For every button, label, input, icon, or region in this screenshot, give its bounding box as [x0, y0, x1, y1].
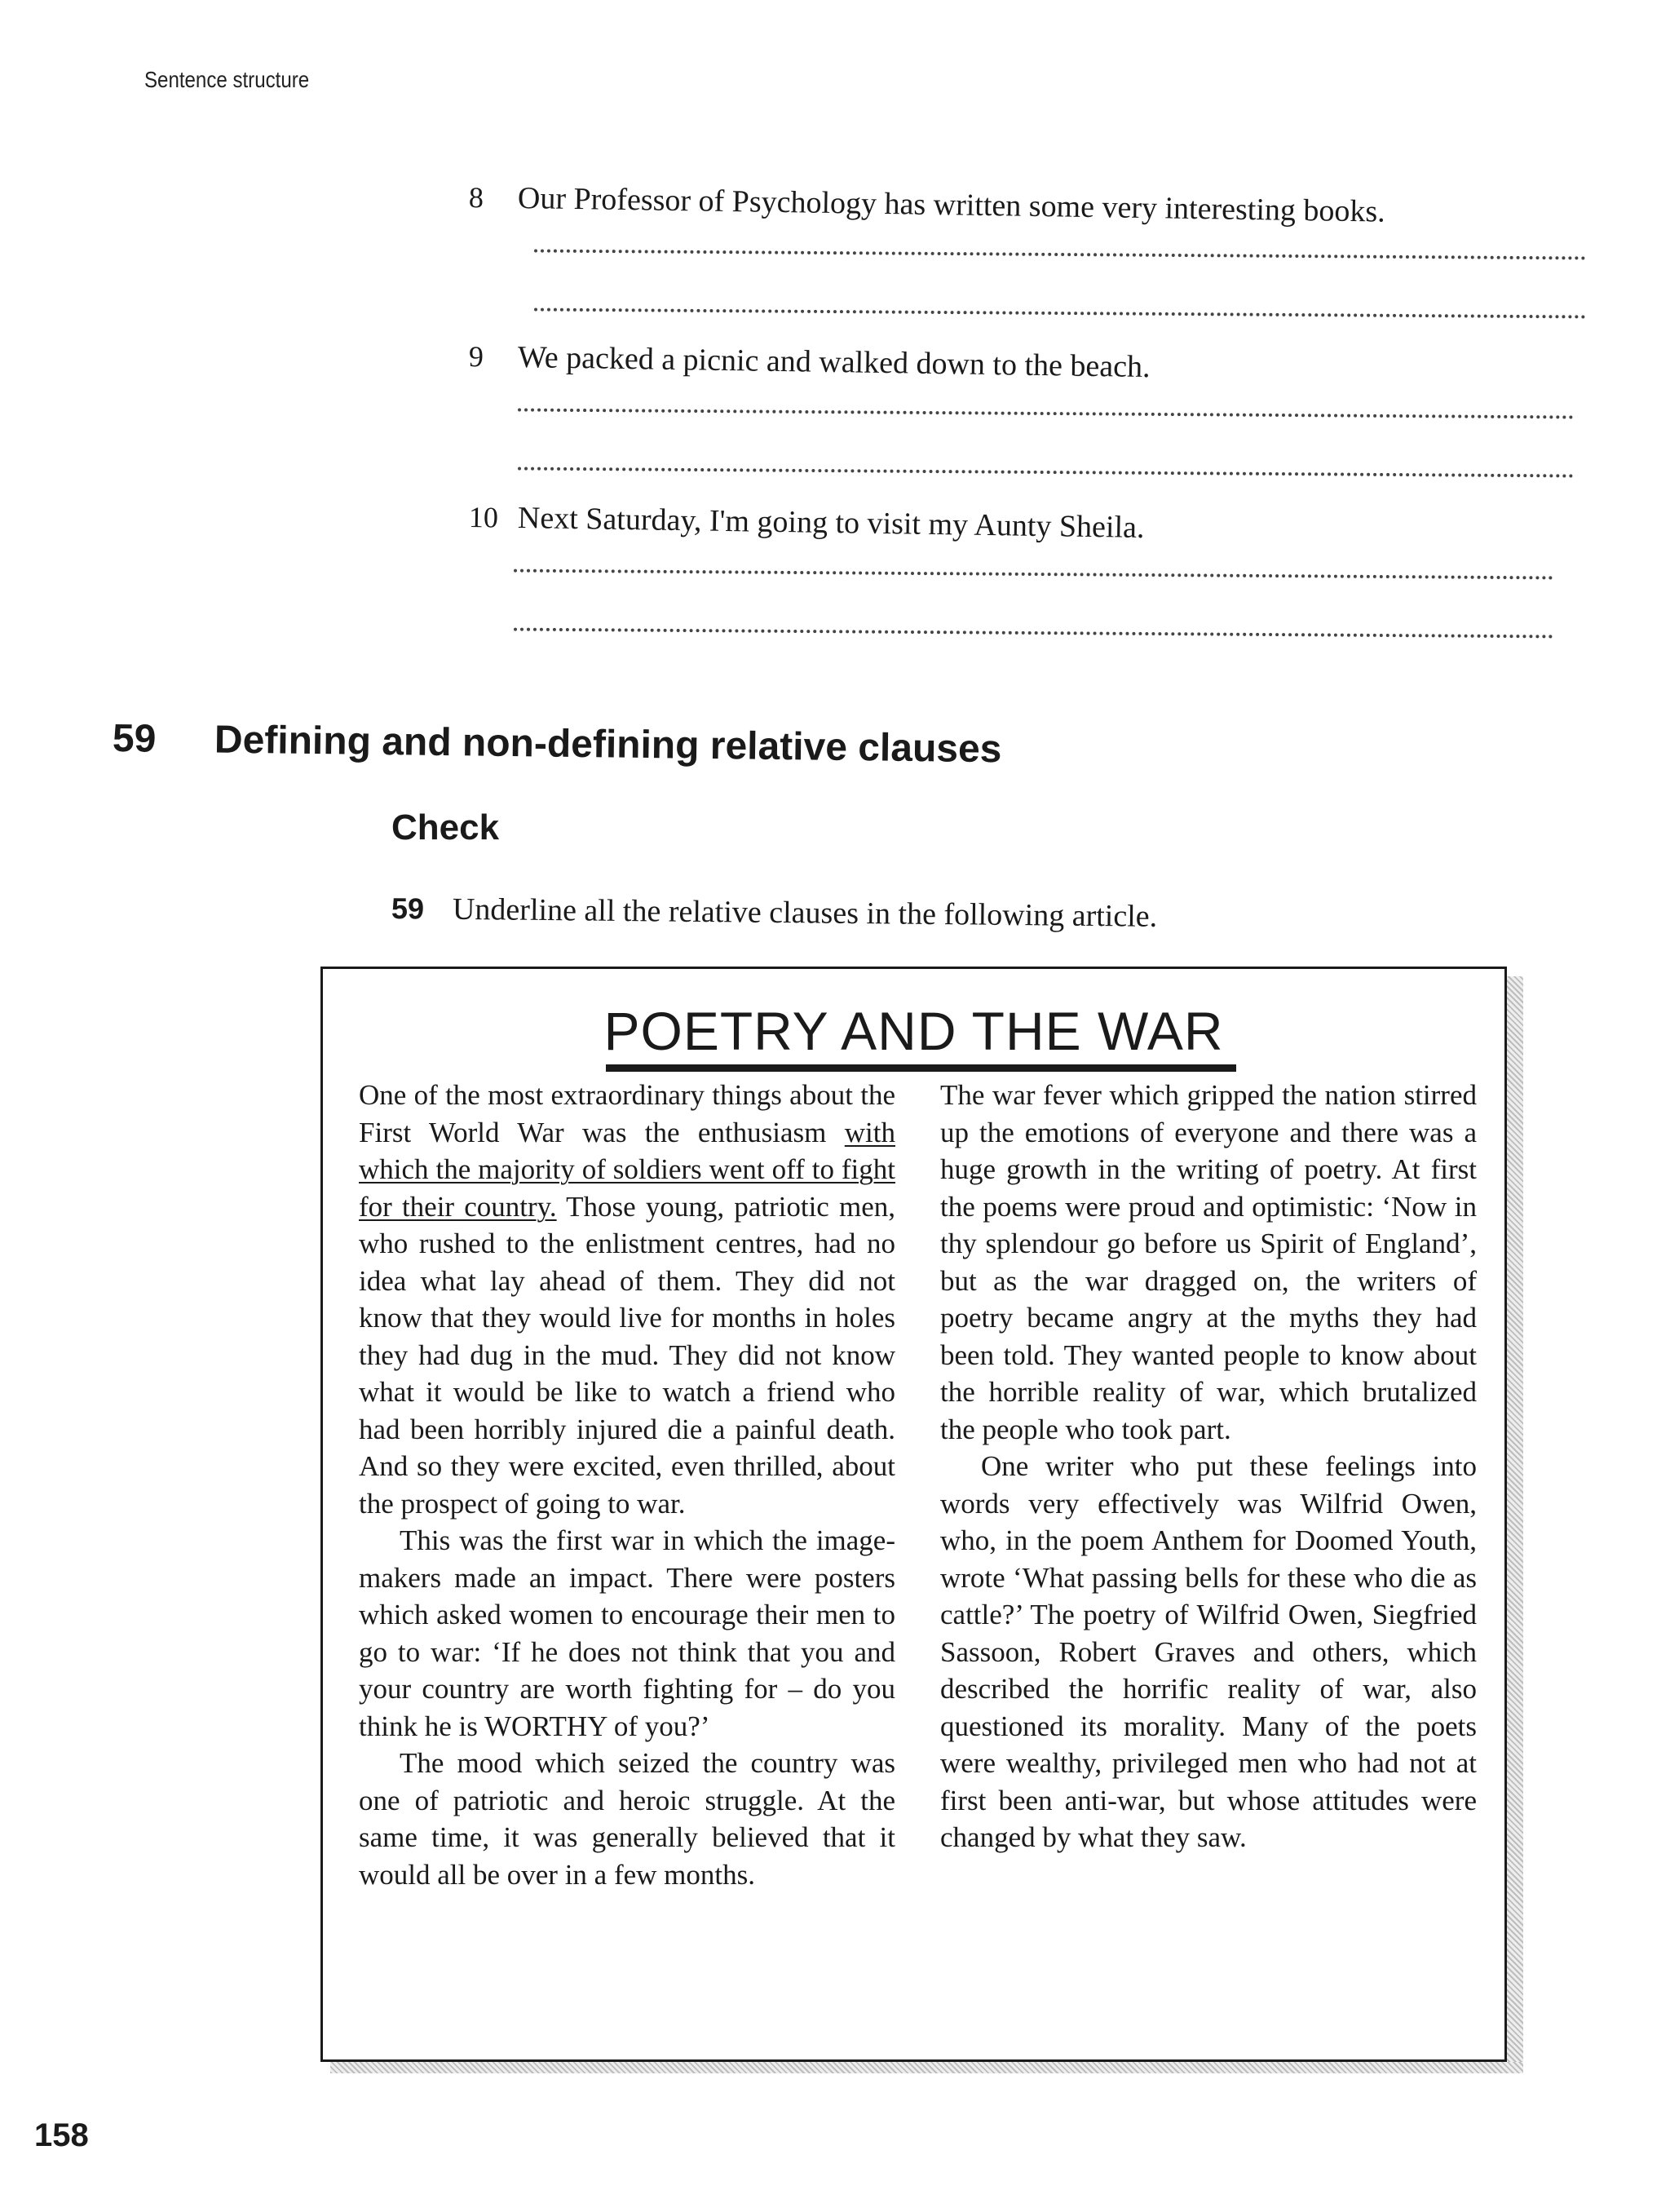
section-heading [113, 716, 1002, 772]
section-title: Defining and non-defining relative clauses [214, 718, 1002, 772]
section-number: 59 [112, 717, 157, 761]
article-paragraph: The mood which seized the country was one of patriotic and heroic struggle. At the same time, it was generally believed that it would all be over in a few months. [359, 1747, 895, 1891]
underlined-relative-clause: with which the majority of soldiers went off to fight for their country. [359, 1116, 895, 1223]
article-title: POETRY AND THE WAR [603, 1001, 1224, 1061]
answer-line[interactable] [534, 247, 1586, 259]
page-number: 158 [34, 2117, 89, 2153]
instruction-text: Underline all the relative clauses in the following article. [452, 891, 1158, 934]
subheading: Check [391, 807, 500, 847]
answer-line[interactable] [534, 306, 1586, 318]
exercise-item-10 [469, 499, 1586, 635]
exercise-number: 59 [391, 891, 425, 926]
exercise-item-8 [469, 179, 1586, 315]
article-paragraph: This was the first war in which the image-makers made an impact. There were posters which asked women to encourage their men to go to war: ‘If he does not think that you and your country are worth fighting for – do you think he is WORTHY of you?’ [359, 1524, 895, 1742]
article-shadow [1507, 976, 1523, 2072]
item-sentence: Next Saturday, I'm going to visit my Aunty Sheila. [517, 500, 1145, 546]
article-shadow [330, 2062, 1523, 2073]
exercise-item-9 [469, 338, 1586, 474]
title-rule [606, 1064, 1236, 1072]
article-box [320, 967, 1507, 2062]
exercise-instruction [391, 891, 1158, 935]
article-column-right [940, 1077, 1477, 1856]
item-sentence: Our Professor of Psychology has written some very interesting books. [517, 180, 1386, 229]
answer-line[interactable] [514, 568, 1553, 580]
paragraph-text: One of the most extraordinary things about the First World War was the enthusiasm [359, 1079, 895, 1148]
answer-line[interactable] [518, 465, 1574, 477]
answer-line[interactable] [514, 626, 1553, 639]
answer-line[interactable] [518, 406, 1574, 418]
item-number: 8 [468, 181, 484, 215]
running-header: Sentence structure [144, 67, 310, 92]
item-number: 9 [468, 340, 484, 374]
item-sentence: We packed a picnic and walked down to the beach. [517, 339, 1151, 385]
paragraph-text: Those young, patriotic men, who rushed to the enlistment centres, had no idea what lay ahead of them. They did not know that they would live for months in holes they had dug in the mud. They did not know what it would be like to watch a friend who had been horribly injured die a painful death. And so they were excited, even thrilled, about the prospect of going to war. [359, 1190, 895, 1520]
article-paragraph: One writer who put these feelings into words very effectively was Wilfrid Owen, who, in the poem Anthem for Doomed Youth, wrote ‘What passing bells for these who die as cattle?’ The poetry of Wilfrid Owen, Siegfried Sassoon, Robert Graves and others, which described the horrific reality of war, also questioned its morality. Many of the poets were wealthy, privileged men who had not at first been anti-war, but whose attitudes were changed by what they saw. [940, 1450, 1477, 1853]
article-paragraph [359, 1077, 895, 1522]
article-column-left [359, 1077, 895, 1893]
article-paragraph: The war fever which gripped the nation stirred up the emotions of everyone and there was a huge growth in the writing of poetry. At first the poems were proud and optimistic: ‘Now in thy splendour go before us Spirit of England’, but as the war dragged on, the writers of poetry became angry at the myths they had been told. They wanted people to know about the horrible reality of war, which brutalized the people who took part. [940, 1079, 1477, 1445]
item-number: 10 [468, 501, 499, 534]
